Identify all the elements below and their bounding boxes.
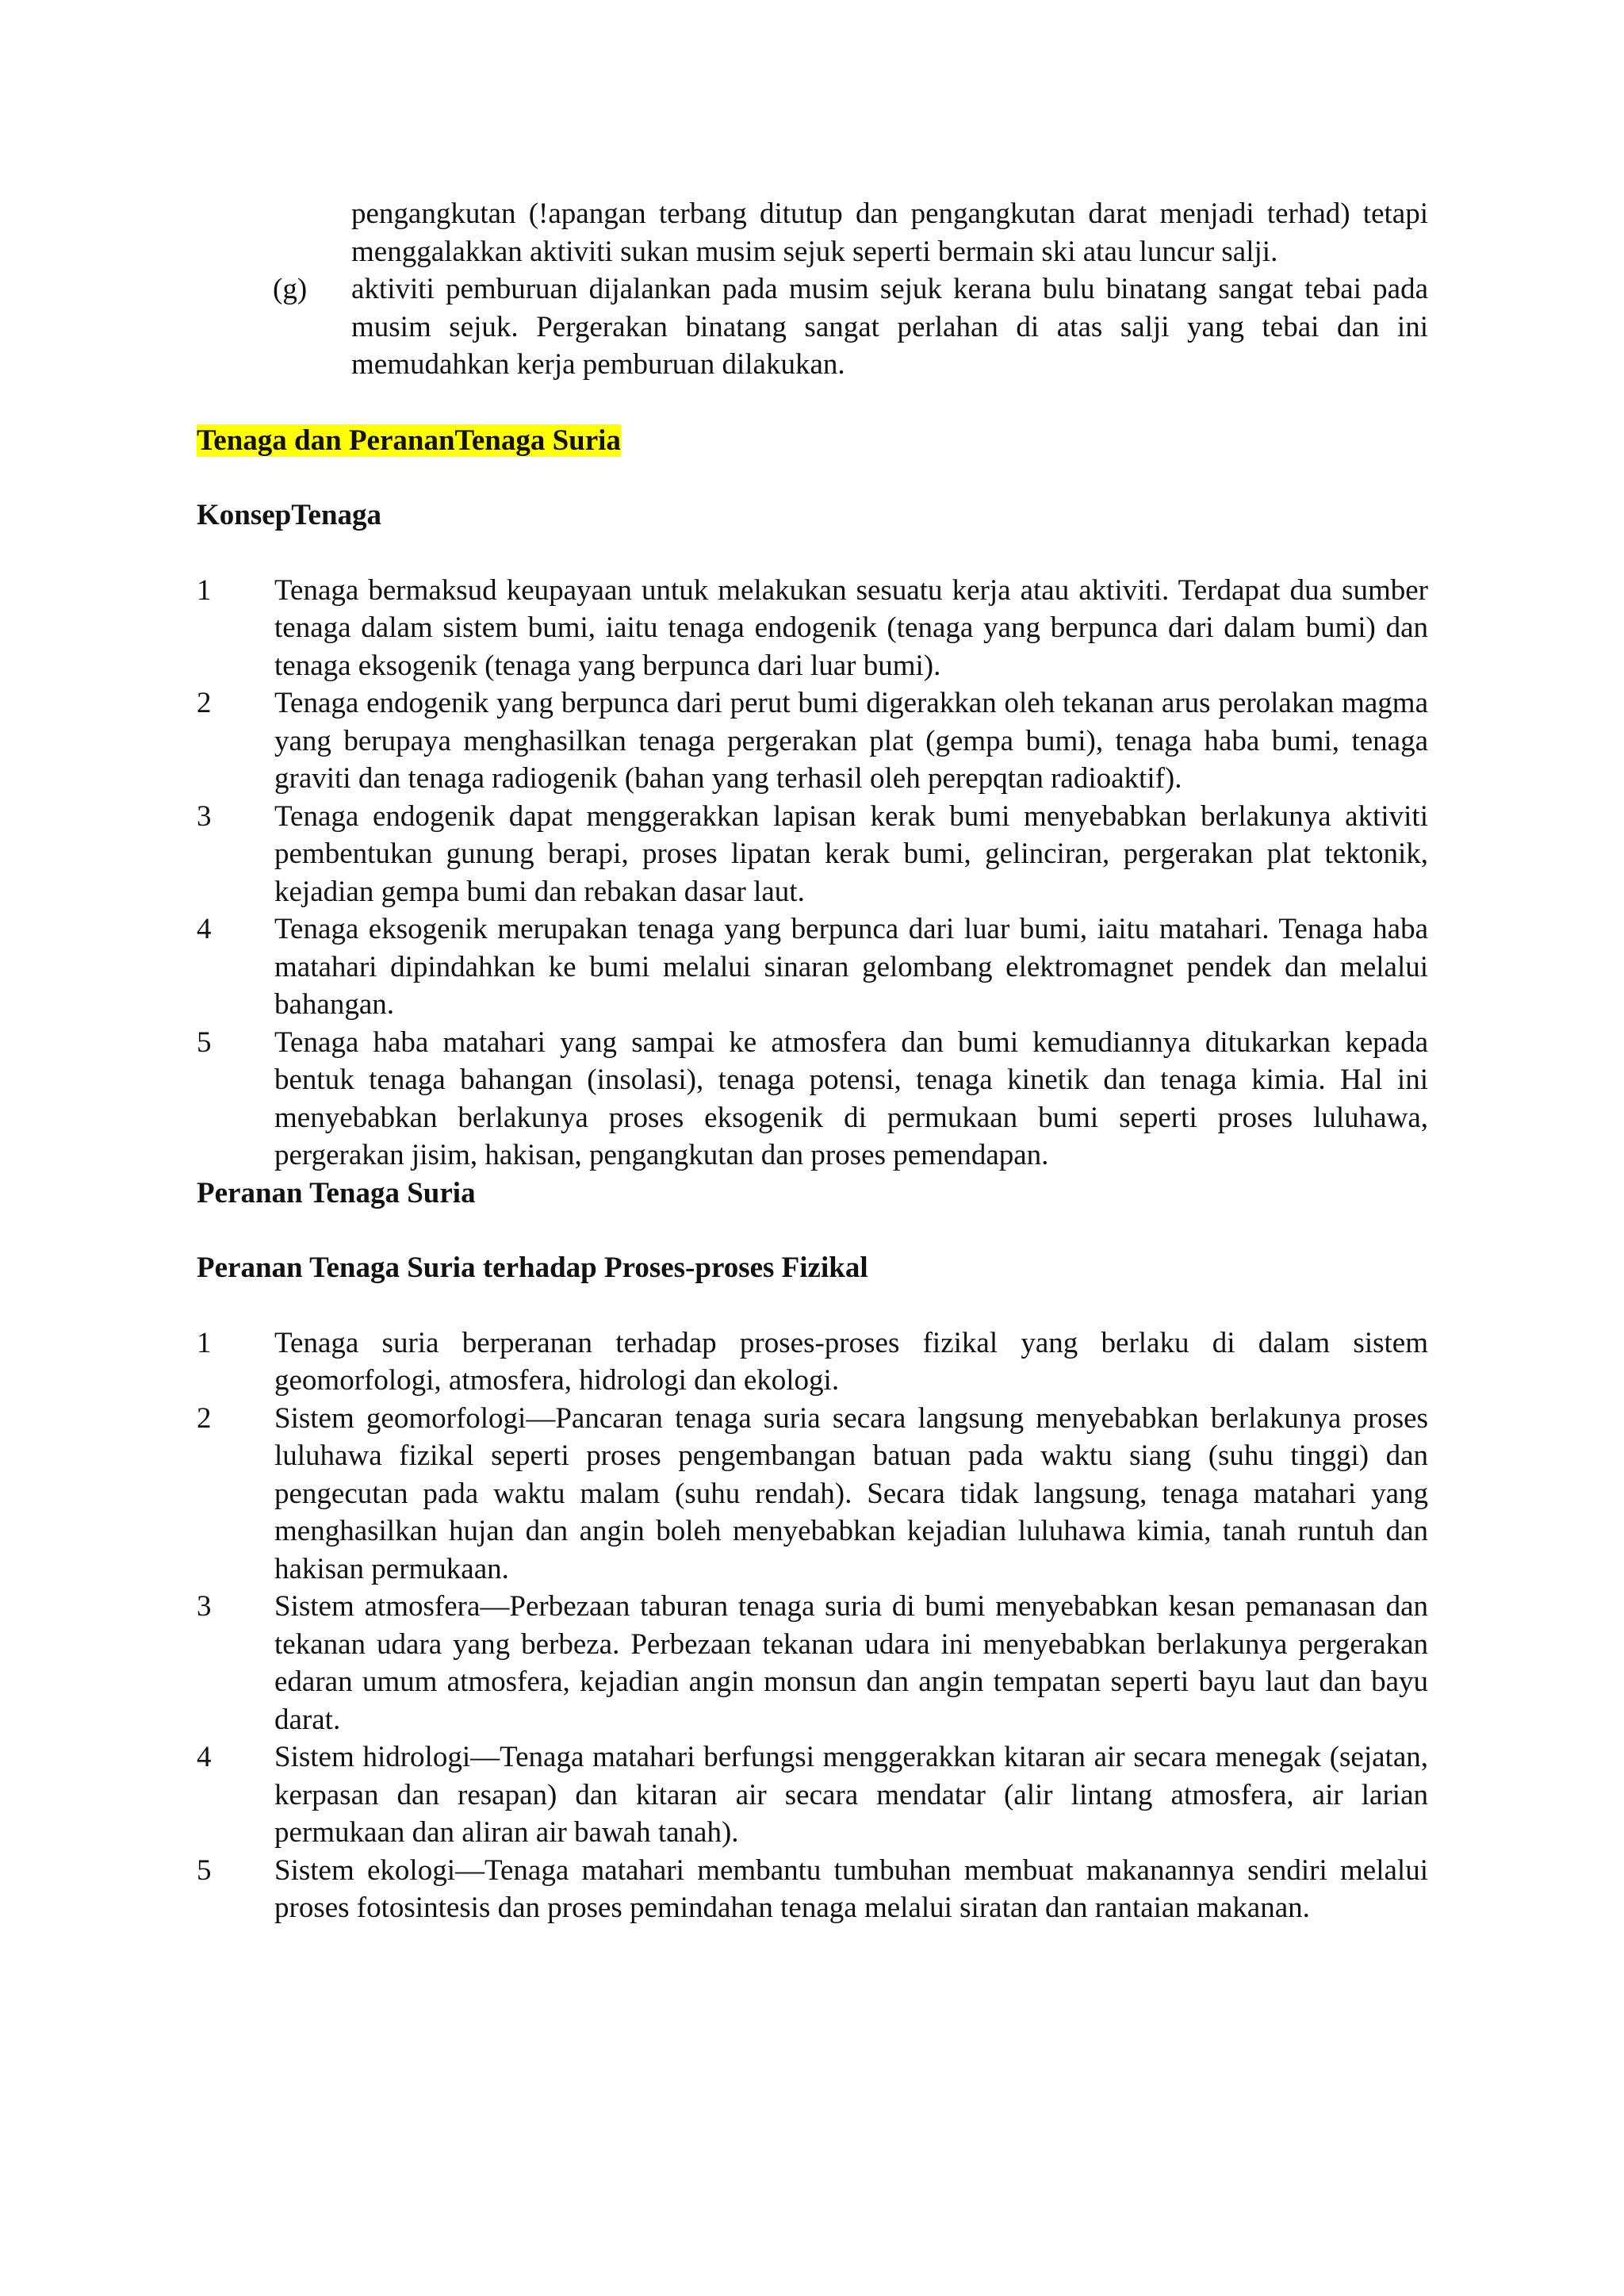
peranan-subheading: Peranan Tenaga Suria terhadap Proses-proses Fizikal [197,1251,868,1284]
peranan-item-number: 5 [197,1853,212,1887]
konsep-item-number: 5 [197,1025,212,1059]
konsep-item-number: 1 [197,573,212,607]
peranan-item-text: Sistem atmosfera—Perbezaan taburan tenaga suria di bumi menyebabkan kesan pemanasan dan tekanan udara yang berbeza. Perbezaan tekanan udara ini menyebabkan berlakunya pergerakan edaran umum atmosfera, kejadian angin monsun dan angin tempatan seperti bayu laut dan bayu darat. [274,1590,1428,1736]
peranan-item-text: Sistem ekologi—Tenaga matahari membantu tumbuhan membuat makanannya sendiri melalui proses fotosintesis dan proses pemindahan tenaga melalui siratan dan rantaian makanan. [274,1853,1428,1924]
konsep-item-2 [197,684,1428,798]
konsep-item-text: Tenaga endogenik yang berpunca dari perut bumi digerakkan oleh tekanan arus perolakan magma yang berupaya menghasilkan tenaga pergerakan plat (gempa bumi), tenaga haba bumi, tenaga graviti dan tenaga radiogenik (bahan yang terhasil oleh perepqtan radioaktif). [274,687,1428,795]
konsep-item-number: 2 [197,687,212,719]
peranan-item-1 [197,1324,1428,1400]
peranan-item-5 [197,1852,1428,1927]
konsep-item-number: 3 [197,799,212,833]
peranan-item-number: 4 [197,1741,212,1773]
section-title-highlight: Tenaga dan PerananTenaga Suria [197,424,621,457]
section-title [197,422,1428,460]
konsep-item-1 [197,572,1428,685]
peranan-heading: Peranan Tenaga Suria [197,1176,476,1209]
peranan-item-2 [197,1400,1428,1589]
peranan-item-text: Tenaga suria berperanan terhadap proses-proses fizikal yang berlaku di dalam sistem geomorfologi, atmosfera, hidrologi dan ekologi. [274,1326,1428,1397]
list-item-g-text: aktiviti pemburuan dijalankan pada musim sejuk kerana bulu binatang sangat tebai pada musim sejuk. Pergerakan binatang sangat perlahan di atas salji yang tebai dan ini memudahkan kerja pemburuan dilakukan. [351,273,1428,381]
peranan-item-number: 3 [197,1590,212,1623]
konsep-item-3 [197,798,1428,911]
peranan-item-number: 1 [197,1326,212,1359]
continuation-paragraph: pengangkutan (!apangan terbang ditutup dan pengangkutan darat menjadi terhad) tetapi menggalakkan aktiviti sukan musim sejuk seperti bermain ski atau luncur salji. [351,197,1428,268]
peranan-item-text: Sistem geomorfologi—Pancaran tenaga suria secara langsung menyebabkan berlakunya proses luluhawa fizikal seperti proses pengembangan batuan pada waktu siang (suhu tinggi) dan pengecutan pada waktu malam (suhu rendah). Secara tidak langsung, tenaga matahari yang menghasilkan hujan dan angin boleh menyebabkan kejadian luluhawa kimia, tanah runtuh dan hakisan permukaan. [274,1401,1428,1585]
list-marker-g: (g) [273,273,308,305]
peranan-item-3 [197,1588,1428,1738]
konsep-item-5 [197,1024,1428,1175]
konsep-item-text: Tenaga bermaksud keupayaan untuk melakukan sesuatu kerja atau aktiviti. Terdapat dua sumber tenaga dalam sistem bumi, iaitu tenaga endogenik (tenaga yang berpunca dari dalam bumi) dan tenaga eksogenik (tenaga yang berpunca dari luar bumi). [274,573,1428,682]
list-item-g [197,270,1428,384]
konsep-item-number: 4 [197,913,212,945]
konsep-item-text: Tenaga haba matahari yang sampai ke atmosfera dan bumi kemudiannya ditukarkan kepada bentuk tenaga bahangan (insolasi), tenaga potensi, tenaga kinetik dan tenaga kimia. Hal ini menyebabkan berlakunya proses eksogenik di permukaan bumi seperti proses luluhawa, pergerakan jisim, hakisan, pengangkutan dan proses pemendapan. [274,1025,1428,1171]
peranan-item-number: 2 [197,1401,212,1435]
page-content [197,195,1428,1927]
konsep-item-4 [197,910,1428,1024]
konsep-heading: KonsepTenaga [197,499,382,531]
peranan-item-4 [197,1738,1428,1852]
konsep-item-text: Tenaga eksogenik merupakan tenaga yang berpunca dari luar bumi, iaitu matahari. Tenaga haba matahari dipindahkan ke bumi melalui sinaran gelombang elektromagnet pendek dan melalui bahangan. [274,913,1428,1021]
konsep-item-text: Tenaga endogenik dapat menggerakkan lapisan kerak bumi menyebabkan berlakunya aktiviti pembentukan gunung berapi, proses lipatan kerak bumi, gelinciran, pergerakan plat tektonik, kejadian gempa bumi dan rebakan dasar laut. [274,799,1428,908]
peranan-item-text: Sistem hidrologi—Tenaga matahari berfungsi menggerakkan kitaran air secara menegak (sejatan, kerpasan dan resapan) dan kitaran air secara mendatar (alir lintang atmosfera, air larian permukaan dan aliran air bawah tanah). [274,1741,1428,1849]
